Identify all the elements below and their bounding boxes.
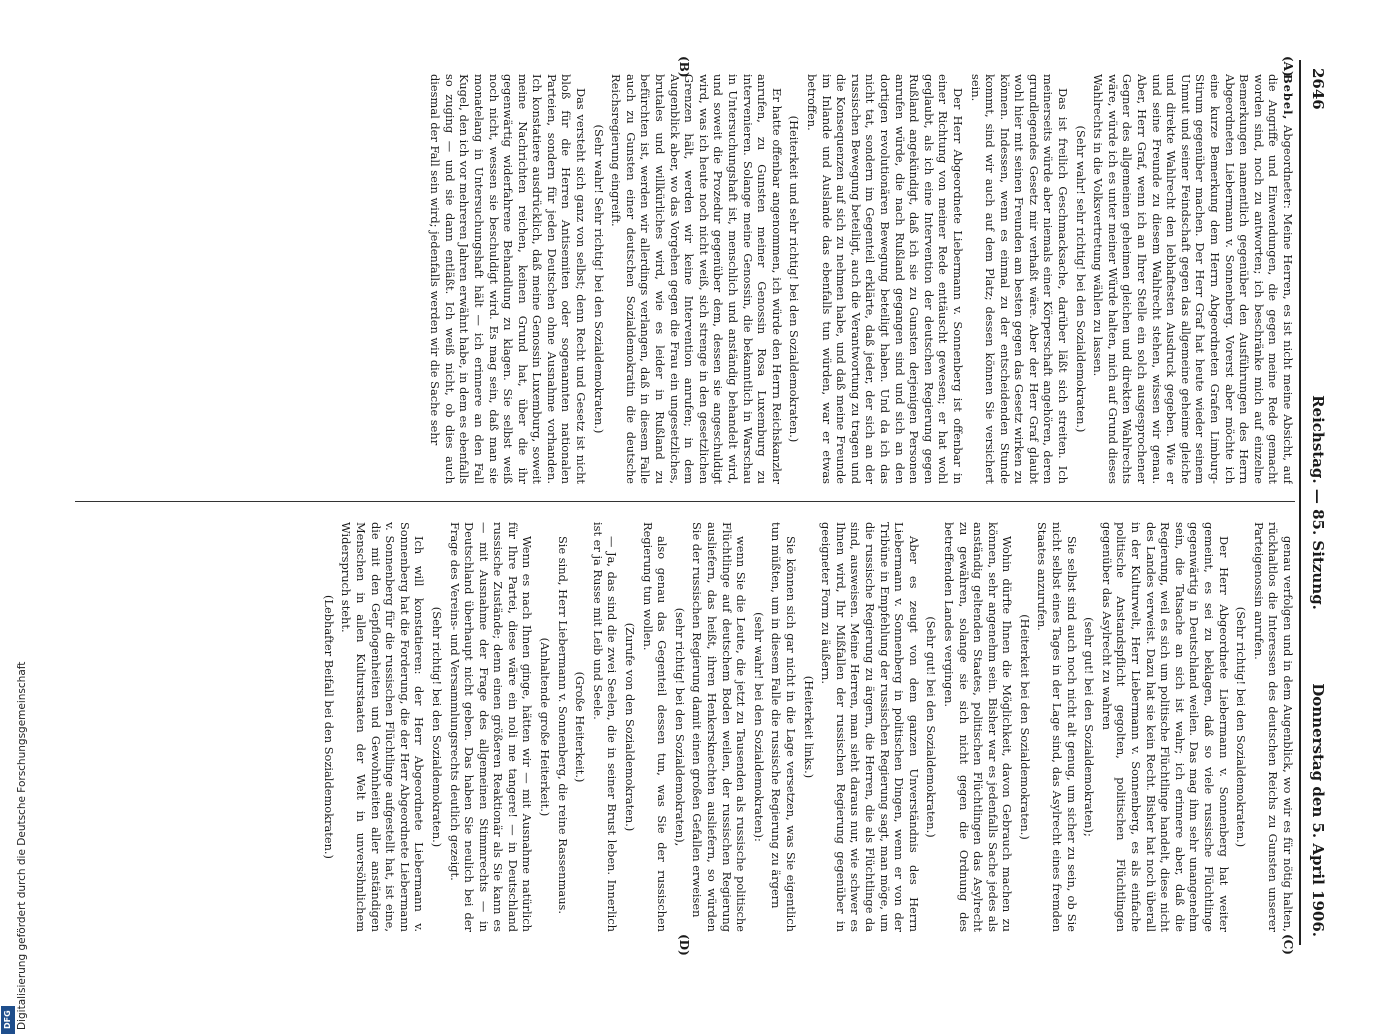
paragraph — [1035, 522, 1079, 932]
paragraph-text: Sie sind, Herr Liebermann v. Sonnenberg, die reine Rassenmaus. — [555, 536, 570, 915]
paragraph-text: Er hatte offenbar angenommen, ich würde den Herrn Reichskanzler anrufen, zu Gunsten meiner Genossin Rosa Luxemburg zu intervenieren. Solange meine Genossin, die bekanntlich in Warschau in Untersuchungshaft ist, menschlich und anständig behandelt wird, und soweit die Prozedur gegenüber dem, dessen sie angeschuldigt wird, was ich heute noch nicht weiß, sich strenge in den gesetzlichen Grenzen hält, werden wir keine Intervention anrufen; in dem Augenblick aber, wo das Vorgehen gegen die Frau ein ungesetzliches, brutales und willkürliches wird, wie es leider in Rußland zu befürchten ist, werden wir allerdings verlangen, daß in diesem Falle auch zu Gunsten einer deutschen Sozialdemokratin die deutsche Reichsregierung eingreift. — [609, 74, 784, 484]
paragraph-text: Sie selbst sind auch noch nicht alt genug, um sicher zu sein, ob Sie nicht selbst eines Tages in der Lage sind, das Asylrecht eines fremden Staates anzurufen. — [1035, 522, 1079, 932]
paragraph-text: Aber es zeugt von dem ganzen Unverständnis des Herrn Liebermann v. Sonnenberg in politischen Dingen, wenn er von der Tribüne in Empfehlung der russischen Regierung sagt, man möge, um die russische Regierung zu ärgern, die Herren, die als Flüchtlinge da sind, ausweisen. Meine Herren, man sieht daraus nur, wie schwer es Ihnen wird, Ihr Mißfallen der russischen Regierung gegenüber in geeigneter Form zu äußern. — [819, 522, 921, 932]
margin-mark-b: (B) — [677, 56, 691, 78]
paragraph-text: Abgeordneter: Meine Herren, es ist nicht meine Absicht, auf die Angriffe und Einwendungen, die gegen meine Rede gemacht worden sind, noch zu antworten; ich beschränke mich auf einzelne Bemerkungen namentlich gegenüber den Ausführungen des Herrn Abgeordneten Liebermann v. Sonnenberg. Vorerst aber möchte ich eine kurze Bemerkung dem Herrn Abgeordneten Grafen Limburg-Stirum gegenüber machen. Der Herr Graf hat heute wieder seinem Unmut und seiner Feindschaft gegen das allgemeine geheime gleiche und direkte Wahlrecht den lebhaftesten Ausdruck gegeben. Wie er und seine Freunde zu diesem Wahlrecht stehen, wissen wir genau. Aber, Herr Graf, wenn ich an Ihrer Stelle ein solch ausgesprochener Gegner des allgemeinen geheimen gleichen und direkten Wahlrechts wäre, würde ich es unter meiner Würde halten, mich auf Grund dieses Wahlrechts in die Volksvertretung wählen zu lassen. — [1091, 74, 1295, 484]
text-column-left — [75, 74, 1295, 484]
interjection: (Große Heiterkeit.) — [573, 671, 588, 783]
margin-mark-c: (C) — [1281, 934, 1295, 955]
document-page — [61, 56, 1331, 956]
page-header — [1305, 60, 1331, 945]
paragraph — [1099, 522, 1230, 932]
session-date: Donnerstag den 5. April 1906. — [1309, 683, 1327, 937]
paragraph — [447, 522, 535, 932]
page-number: 2646 — [1309, 68, 1327, 110]
paragraph — [1251, 522, 1295, 932]
paragraph-text: — Ja, das sind die zwei Seelen, die in seiner Brust leben. Innerlich ist er ja Russe mit Leib und Seele. — [590, 522, 620, 932]
paragraph — [804, 74, 965, 484]
session-title: Reichstag. — 85. Sitzung. — [1309, 395, 1327, 610]
interjection: (Heiterkeit links.) — [801, 675, 816, 779]
margin-mark-a: (A) — [1281, 56, 1295, 77]
interjection: (Sehr richtig! bei den Sozialdemokraten.) — [1234, 606, 1249, 848]
interjection: (Lebhafter Beifall bei den Sozialdemokraten.) — [321, 594, 336, 859]
paragraph-text: Wenn es nach Ihnen ginge, hätten wir — mit Ausnahme natürlich für Ihre Partei, diese wäre ein noli me tangere! — in Deutschland russische Zustände; denn einen größeren Reaktionär als Sie kann es — mit Ausnahme der Frage des allgemeinen Stimmrechts — in Deutschland überhaupt nicht geben. Das haben Sie neulich bei der Frage des Vereins- und Versammlungsrechts deutlich gezeigt. — [447, 522, 535, 932]
paragraph-text: wenn Sie die Leute, die jetzt zu Tausenden als russische politische Flüchtlinge auf deutschem Boden weilen, der russischen Regierung ausliefern, das heißt, ihren Henkersknechten ausliefern, so würden Sie der russischen Regierung damit einen großen Gefallen erweisen — [690, 522, 749, 932]
margin-mark-d: (D) — [677, 934, 691, 956]
interjection: (Zurufe von den Sozialdemokraten.) — [623, 622, 638, 832]
interjection: (Sehr wahr! Sehr richtig! bei den Sozialdemokraten.) — [591, 124, 606, 434]
sidebar-credit — [0, 40, 28, 1030]
interjection: (Heiterkeit und sehr richtig! bei den Sozialdemokraten.) — [787, 115, 802, 443]
paragraph — [968, 74, 1070, 484]
interjection: (sehr gut! bei den Sozialdemokraten); — [1082, 617, 1097, 837]
interjection: (Heiterkeit bei den Sozialdemokraten.) — [1017, 614, 1032, 840]
interjection: (Sehr richtig! bei den Sozialdemokraten.) — [429, 606, 444, 848]
paragraph — [690, 522, 748, 932]
interjection: (Sehr wahr! sehr richtig! bei den Sozialdemokraten.) — [1073, 125, 1088, 433]
speaker-name: Bebel, — [1281, 74, 1295, 121]
paragraph-text: Ich will konstatieren: der Herr Abgeordnete Liebermann v. Sonnenberg hat die Forderung, die der Herr Abgeordnete Liebermann v. Sonnenberg für die russischen Flüchtlinge aufgestellt hat, ist eine, die mit den Gepflogenheiten und Gewohnheiten aller anständigen Menschen in allen Kulturstaaten der Welt in unversöhnlichem Widerspruch steht. — [339, 522, 427, 932]
paragraph-text: Der Herr Abgeordnete Liebermann v. Sonnenberg ist offenbar in einer Richtung von meiner Rede enttäuscht gewesen; er hat wohl geglaubt, als ich eine Intervention der deutschen Regierung gegen Rußland angekündigt, daß ich sie zu Gunsten derjenigen Personen anrufen würde, die nach Rußland gegangen sind und sich an den dortigen revolutionären Bewegung beteiligt haben. Und da ich das nicht tat, sondern im Gegenteil erklärte, daß jeder, der sich an der russischen Bewegung beteiligt, auch die Verantwortung zu tragen und die Konsequenzen auf sich zu nehmen habe, und daß meine Freunde im Inlande und Auslande das ebenfalls tun würden, war er etwas betroffen. — [805, 74, 965, 484]
paragraph — [590, 522, 619, 932]
paragraph — [428, 74, 589, 484]
paragraph — [1091, 74, 1295, 484]
paragraph — [339, 522, 427, 932]
header-rule — [1299, 60, 1301, 945]
paragraph-text: Sie können sich gar nicht in die Lage versetzen, was Sie eigentlich tun müßten, um in diesem Falle die russische Regierung zu ärgern — [769, 522, 798, 932]
interjection: (sehr wahr! bei den Sozialdemokraten): — [751, 612, 766, 842]
paragraph — [769, 522, 798, 932]
paragraph — [555, 522, 570, 932]
paragraph — [640, 522, 669, 932]
interjection: (sehr richtig! bei den Sozialdemokraten), — [672, 607, 687, 847]
digitization-credit: Digitalisierung gefördert durch die Deutsche Forschungsgemeinschaft — [16, 661, 28, 1030]
paragraph-text: Der Herr Abgeordnete Liebermann v. Sonnenberg hat weiter gemeint, es sei zu beklagen, daß so viele russische Flüchtlinge gegenwärtig in Deutschland weilen. Das mag ihm sehr unangenehm sein, die Tatsache an sich ist wahr; ich erinnere aber, daß die Regierung, weil es sich um politische Flüchtlinge handelt, diese nicht des Landes verweist. Dazu hat sie kein Recht. Bisher hat noch überall in der Kulturwelt, Herr Liebermann v. Sonnenberg, es als einfache politische Anstandspflicht gegolten, politischen Flüchtlingen gegenüber das Asylrecht zu wahren — [1099, 522, 1231, 932]
paragraph-text: Wohin dürfte Ihnen die Möglichkeit, davon Gebrauch machen zu können, sehr angenehm sein. Bisher war es jedenfalls Sache jedes als anständig geltenden Staates, politischen Flüchtlingen das Asylrecht zu gewähren, solange sie sich nicht gegen die Ordnung des betreffenden Landes vergingen. — [941, 522, 1015, 932]
text-column-right — [75, 522, 1295, 932]
paragraph — [609, 74, 784, 484]
paragraph-text: Das ist freilich Geschmacksache, darüber läßt sich streiten. Ich meinerseits würde aber niemals einer Körperschaft angehören, deren grundlegendes Gesetz mir verhaßt wäre. Aber der Herr Graf glaubt wohl hier mit seinen Freunden am besten gegen das Gesetz wirken zu können. Indessen, wenn es einmal zu der entscheidenden Stunde kommt, sind wir auch auf dem Platz; dessen können Sie versichert sein. — [968, 74, 1071, 484]
interjection: (Sehr gut! bei den Sozialdemokraten.) — [924, 616, 939, 838]
column-divider — [75, 501, 1295, 502]
paragraph — [819, 522, 921, 932]
interjection: (Anhaltende große Heiterkeit.) — [538, 637, 553, 817]
paragraph-text: Das versteht sich ganz von selbst; denn Recht und Gesetz ist nicht bloß für die Herren Antisemiten oder sogenannten nationalen Parteien, sondern für jeden Deutschen ohne Ausnahme vorhanden. Ich konstatiere ausdrücklich, daß meine Genossin Luxemburg, soweit meine Nachrichten reichen, keinen Grund hat, über die ihr gegenwärtig widerfahrene Behandlung zu klagen. Sie selbst weiß noch nicht, wessen sie beschuldigt wird. Es mag sein, daß man sie monatelang in Untersuchungshaft hält — ich erinnere an den Fall Kugel, den ich vor mehreren Jahren erwähnt habe, in dem es ebenfalls so zuging — und sie dann entläßt. Ich weiß nicht, ob dies auch diesmal der Fall sein wird; jedenfalls werden wir die Sache sehr — [428, 74, 589, 484]
paragraph — [941, 522, 1014, 932]
paragraph-text: also genau das Gegenteil dessen tun, was Sie der russischen Regierung tun wollen. — [640, 522, 670, 932]
dfg-logo: DFG — [1, 1006, 15, 1034]
paragraph-text: genau verfolgen und in dem Augenblick, wo wir es für nötig halten, rückhaltlos die Interessen des deutschen Reichs zu Gunsten unserer Parteigenossin anrufen. — [1251, 522, 1295, 932]
